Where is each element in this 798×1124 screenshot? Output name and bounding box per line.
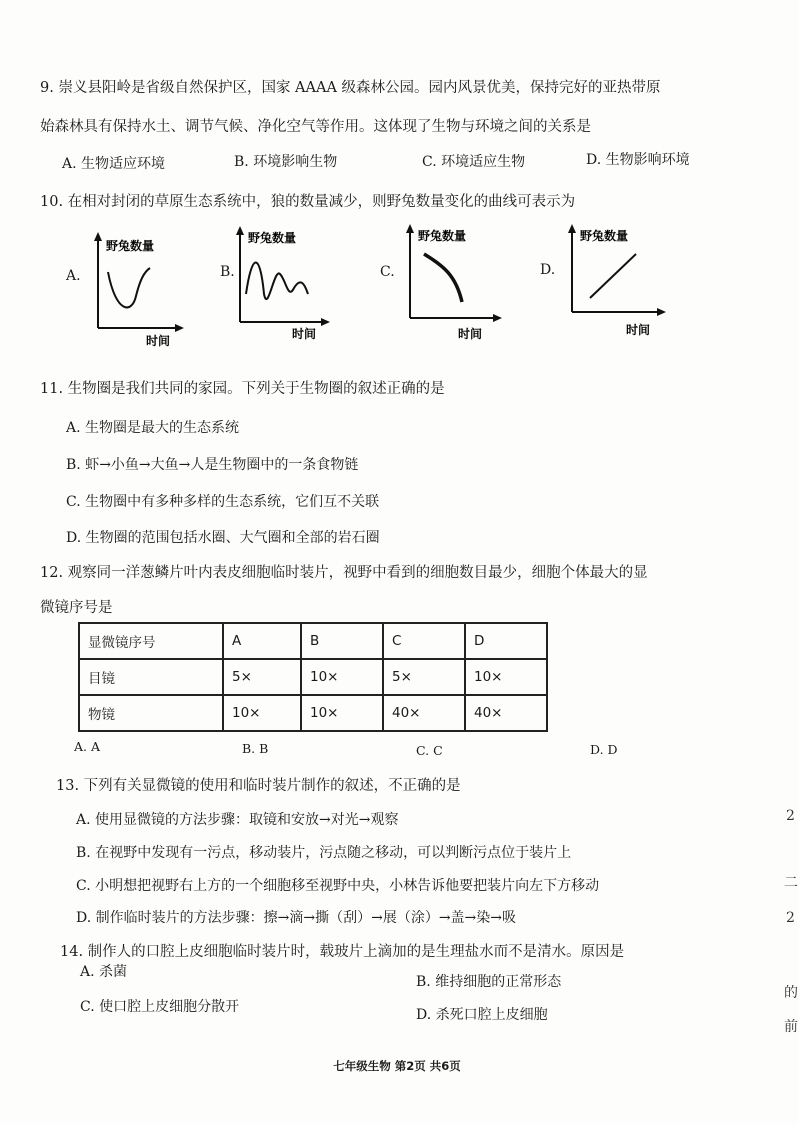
q9-option-d: D. 生物影响环境 (586, 152, 690, 168)
q10-graph-d (560, 220, 668, 344)
q12-stem-line1: 12. 观察同一洋葱鳞片叶内表皮细胞临时装片，视野中看到的细胞数目最少，细胞个体最大的显 (40, 565, 648, 581)
table-header-cell: C (383, 623, 465, 659)
q13-stem: 13. 下列有关显微镜的使用和临时装片制作的叙述，不正确的是 (56, 778, 461, 794)
q12-option-c: C. C (416, 743, 443, 758)
q10-graph-b-xlabel: 时间 (292, 327, 317, 341)
q10-option-a-label: A. (66, 268, 81, 284)
q9-option-a: A. 生物适应环境 (62, 156, 166, 172)
q14-option-a: A. 杀菌 (80, 964, 128, 980)
table-header-cell: D (465, 623, 547, 659)
edge-fragment: 二 (784, 875, 798, 891)
table-cell: 5× (223, 659, 301, 695)
table-header-cell: B (301, 623, 383, 659)
q11-stem: 11. 生物圈是我们共同的家园。下列关于生物圈的叙述正确的是 (40, 381, 445, 397)
table-cell: 40× (465, 695, 547, 731)
q11-option-c: C. 生物圈中有多种多样的生态系统，它们互不关联 (66, 494, 380, 510)
table-cell: 目镜 (79, 659, 223, 695)
q13-option-d: D. 制作临时装片的方法步骤：擦→滴→撕（刮）→展（涂）→盖→染→吸 (76, 910, 517, 926)
q10-graph-b (228, 222, 332, 344)
q10-option-b-label: B. (220, 264, 235, 280)
q13-option-c: C. 小明想把视野右上方的一个细胞移至视野中央，小林告诉他要把装片向左下方移动 (76, 878, 600, 894)
q11-option-a: A. 生物圈是最大的生态系统 (66, 420, 240, 436)
edge-fragment: 前 (784, 1019, 798, 1035)
table-cell: 40× (383, 695, 465, 731)
q14-option-d: D. 杀死口腔上皮细胞 (416, 1007, 548, 1023)
q10-graph-a (86, 228, 186, 350)
q10-graph-d-ylabel: 野兔数量 (580, 229, 629, 243)
page-footer: 七年级生物 第2页 共6页 (333, 1059, 461, 1073)
table-cell: 10× (223, 695, 301, 731)
table-cell: 物镜 (79, 695, 223, 731)
q14-option-c: C. 使口腔上皮细胞分散开 (80, 999, 240, 1015)
q13-option-a: A. 使用显微镜的方法步骤：取镜和安放→对光→观察 (76, 812, 399, 828)
microscope-table (78, 622, 548, 732)
table-cell: 5× (383, 659, 465, 695)
q12-option-d: D. D (590, 742, 618, 757)
q10-graph-c-xlabel: 时间 (458, 327, 483, 341)
q11-option-d: D. 生物圈的范围包括水圈、大气圈和全部的岩石圈 (66, 530, 380, 546)
q10-graph-d-xlabel: 时间 (626, 323, 651, 337)
table-cell: 10× (301, 695, 383, 731)
table-cell: 10× (301, 659, 383, 695)
q10-stem: 10. 在相对封闭的草原生态系统中，狼的数量减少，则野兔数量变化的曲线可表示为 (40, 194, 576, 210)
q10-graph-a-ylabel: 野兔数量 (106, 239, 155, 253)
q12-stem-line2: 微镜序号是 (40, 600, 113, 616)
table-row (79, 695, 547, 731)
table-cell: 10× (465, 659, 547, 695)
q10-graph-b-ylabel: 野兔数量 (248, 231, 297, 245)
q10-option-d-label: D. (540, 262, 556, 278)
edge-fragment: 2 (786, 808, 795, 824)
q14-option-b: B. 维持细胞的正常形态 (416, 974, 562, 990)
table-header-cell: 显微镜序号 (79, 623, 223, 659)
q10-graph-c (398, 220, 504, 344)
q9-option-c: C. 环境适应生物 (422, 154, 526, 170)
q11-option-b: B. 虾→小鱼→大鱼→人是生物圈中的一条食物链 (66, 457, 359, 473)
q9-option-b: B. 环境影响生物 (234, 154, 338, 170)
q13-option-b: B. 在视野中发现有一污点，移动装片，污点随之移动，可以判断污点位于装片上 (76, 845, 572, 861)
q9-stem-line1: 9. 崇义县阳岭是省级自然保护区，国家 AAAA 级森林公园。园内风景优美，保持完好的亚热带原 (40, 80, 661, 96)
edge-fragment: 的 (784, 985, 798, 1001)
q12-option-b: B. B (242, 741, 269, 756)
q12-option-a: A. A (74, 739, 101, 754)
q10-graph-a-xlabel: 时间 (146, 334, 171, 348)
q9-stem-line2: 始森林具有保持水土、调节气候、净化空气等作用。这体现了生物与环境之间的关系是 (40, 119, 591, 135)
q14-stem: 14. 制作人的口腔上皮细胞临时装片时，载玻片上滴加的是生理盐水而不是清水。原因是 (60, 944, 625, 960)
q10-option-c-label: C. (380, 264, 395, 280)
table-row (79, 623, 547, 659)
table-row (79, 659, 547, 695)
edge-fragment: 2 (786, 910, 795, 926)
q10-graph-c-ylabel: 野兔数量 (418, 229, 467, 243)
table-header-cell: A (223, 623, 301, 659)
